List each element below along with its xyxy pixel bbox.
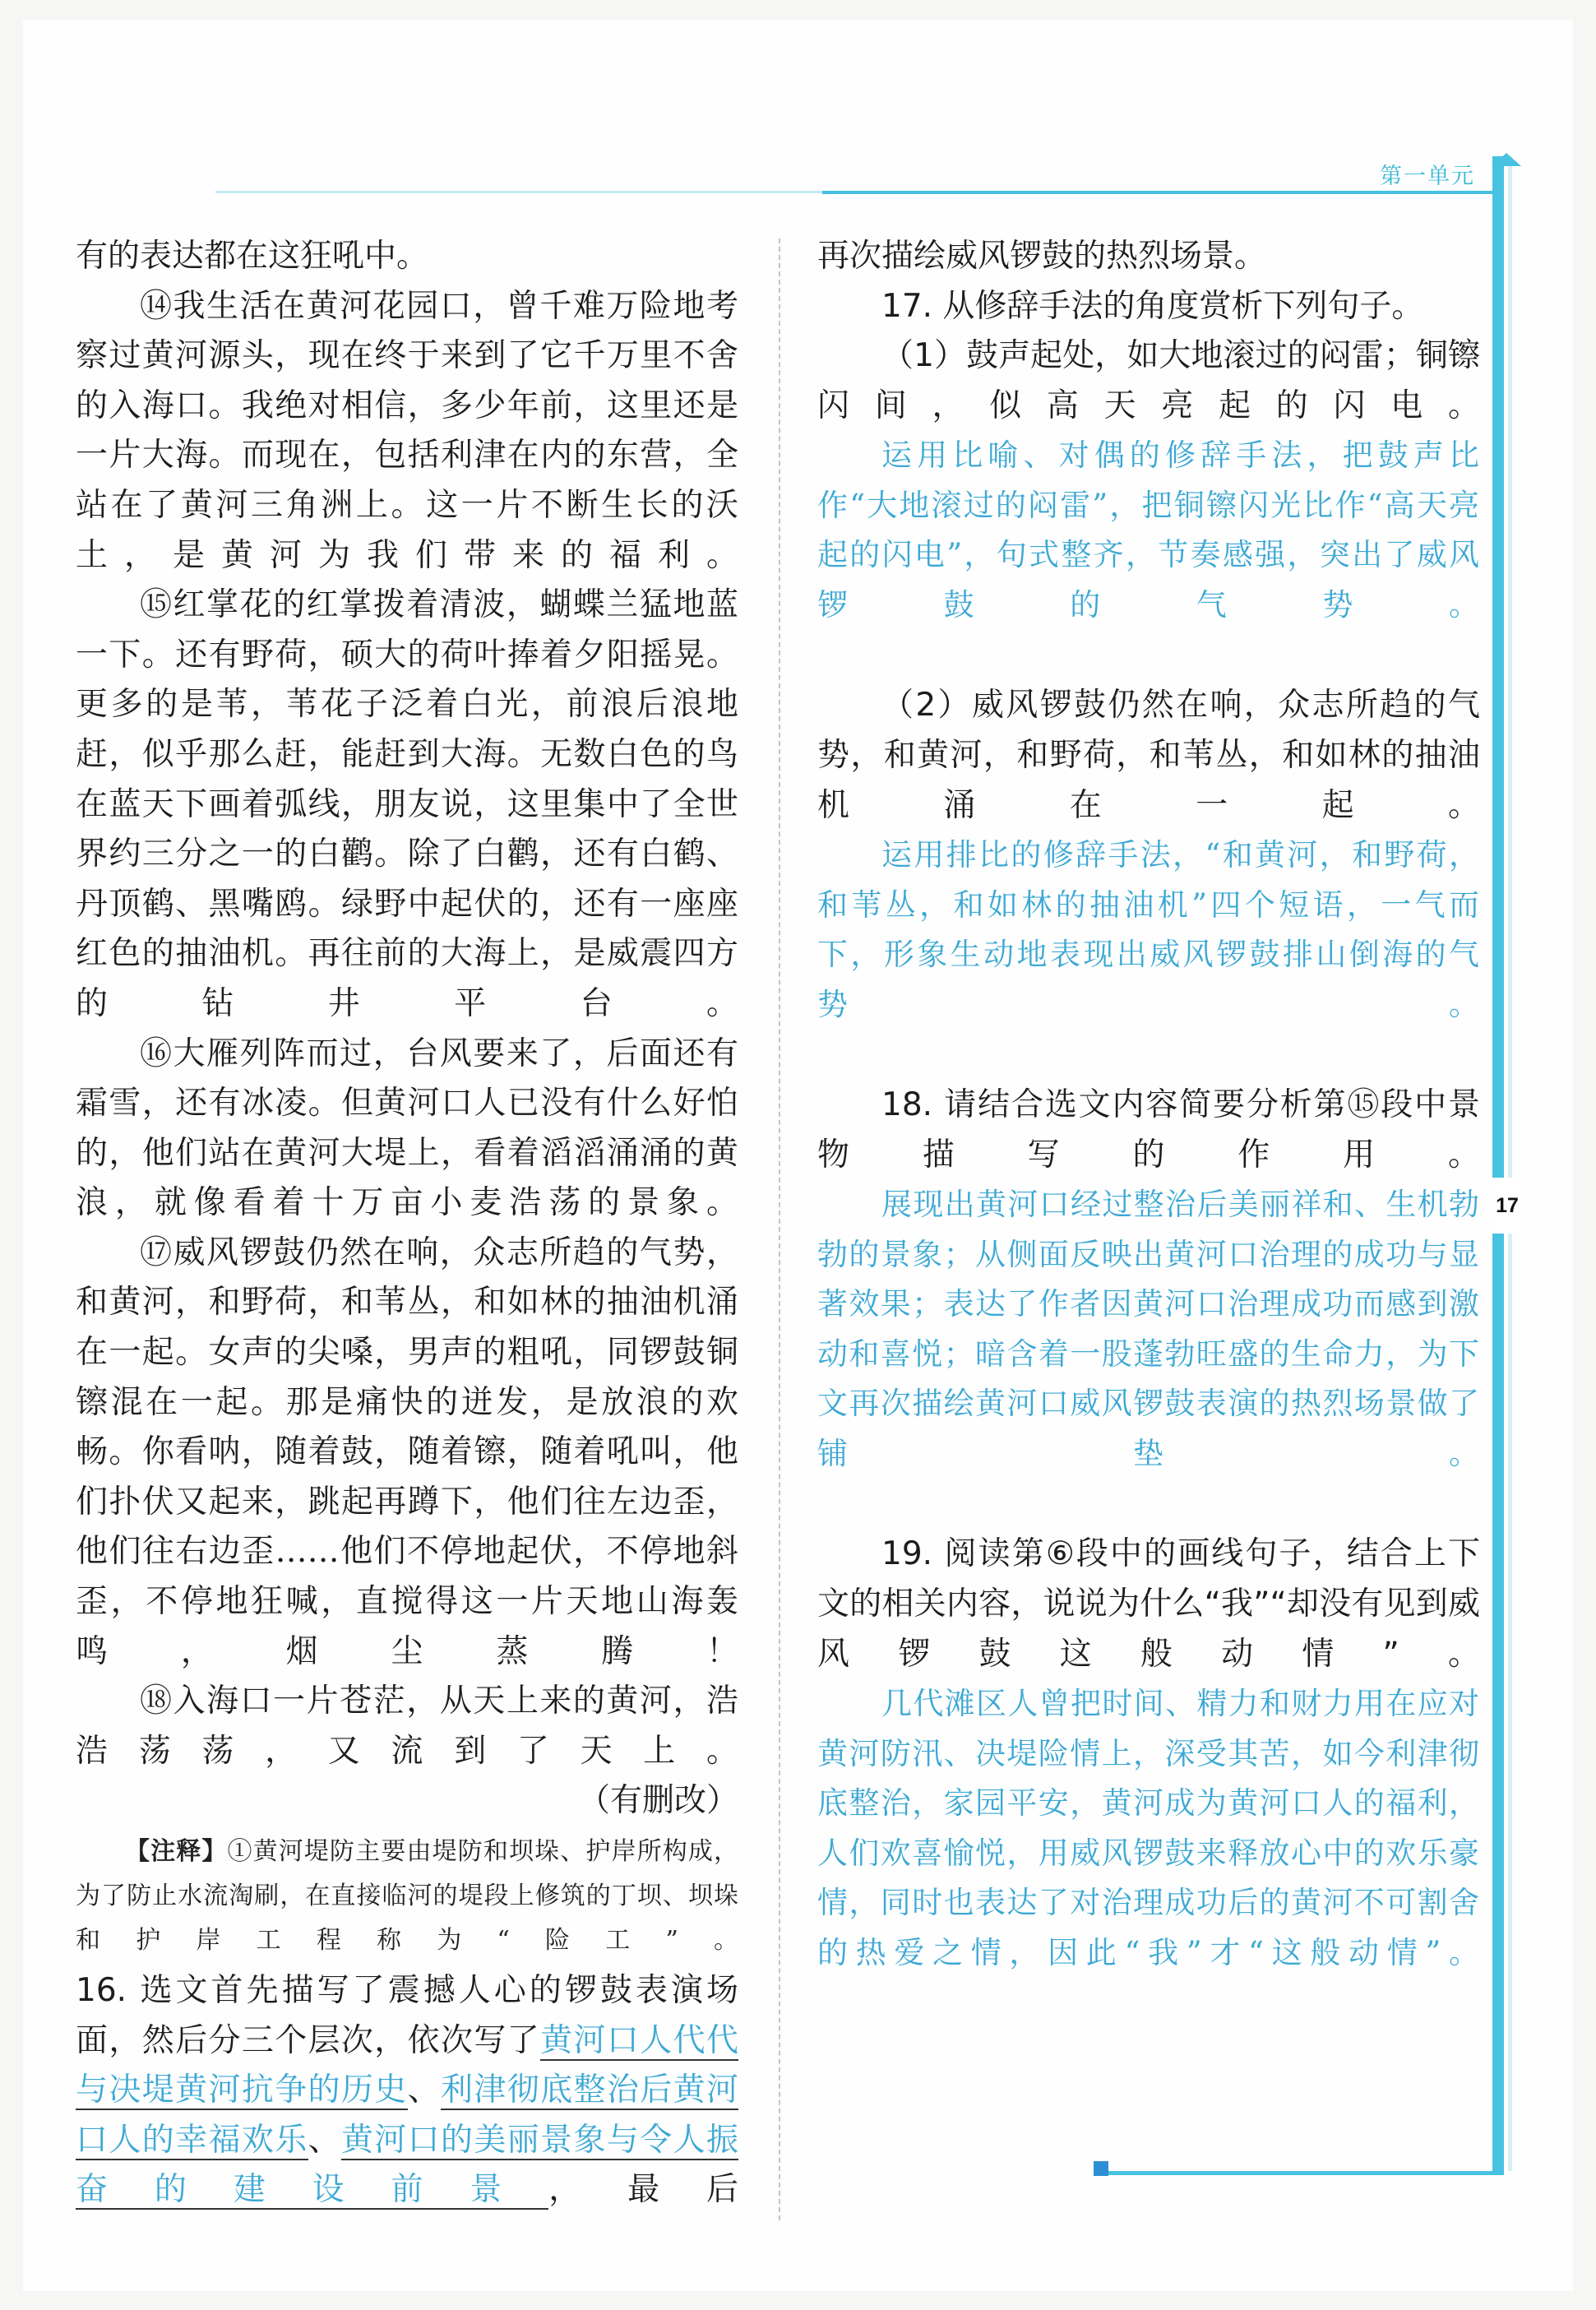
question-16 xyxy=(76,1966,738,2215)
column-divider xyxy=(779,238,780,2220)
paragraph-15: ⑮红掌花的红掌拨着清波，蝴蝶兰猛地蓝一下。还有野荷，硕大的荷叶捧着夕阳摇晃。更多的是苇，苇花子泛着白光，前浪后浪地赶，似乎那么赶，能赶到大海。无数白色的鸟在蓝天下画着弧线，朋友说，这里集中了全世界约三分之一的白鹳。除了白鹳，还有白鹤、丹顶鹤、黑嘴鸥。绿野中起伏的，还有一座座红色的抽油机。再往前的大海上，是威震四方的钻井平台。 xyxy=(76,586,738,1022)
question-16-continued: 再次描绘威风锣鼓的热烈场景。 xyxy=(817,238,1267,275)
paragraph-14: ⑭我生活在黄河花园口，曾千难万险地考察过黄河源头，现在终于来到了它千万里不舍的入海口。我绝对相信，多少年前，这里还是一片大海。而现在，包括利津在内的东营，全站在了黄河三角洲上。这一片不断生长的沃土，是黄河为我们带来的福利。 xyxy=(76,287,738,574)
separator-2: 、 xyxy=(308,2121,341,2159)
paragraph-16: ⑯大雁列阵而过，台风要来了，后面还有霜雪，还有冰凌。但黄河口人已没有什么好怕的，他们站在黄河大堤上，看着滔滔涌涌的黄浪，就像看着十万亩小麦浩荡的景象。 xyxy=(76,1035,738,1222)
question-17: 17. 从修辞手法的角度赏析下列句子。 xyxy=(881,287,1424,325)
side-bar-lower xyxy=(1492,1234,1504,2171)
left-column xyxy=(76,232,738,2215)
source-note: （有删改） xyxy=(577,1782,738,1820)
question-17-1: （1）鼓声起处，如大地滚过的闷雷；铜镲闪间，似高天亮起的闪电。 xyxy=(817,337,1480,424)
answer-blank-3: 黄河口的美丽景象与令人振奋的建设前景 xyxy=(76,2121,738,2209)
footer-rule xyxy=(1102,2171,1504,2175)
paragraph-17: ⑰威风锣鼓仍然在响，众志所趋的气势，和黄河，和野荷，和苇丛，和如林的抽油机涌在一起。女声的尖嗓，男声的粗吼，同锣鼓铜镲混在一起。那是痛快的迸发，是放浪的欢畅。你看呐，随着鼓，随着镲，随着吼叫，他们扑伏又起来，跳起再蹲下，他们往左边歪，他们往右边歪……他们不停地起伏，不停地斜歪，不停地狂喊，直搅得这一片天地山海轰鸣，烟尘蒸腾！ xyxy=(76,1234,738,1670)
question-19: 19. 阅读第⑥段中的画线句子，结合上下文的相关内容，说说为什么“我”“却没有见到威风锣鼓这般动情”。 xyxy=(817,1535,1480,1673)
question-17-2: （2）威风锣鼓仍然在响，众志所趋的气势，和黄河，和野荷，和苇丛，和如林的抽油机涌在一起。 xyxy=(817,687,1480,824)
separator-1: 、 xyxy=(407,2072,442,2109)
side-bar-edge xyxy=(1508,156,1512,2171)
question-16-tail: ，最后 xyxy=(548,2171,738,2209)
answer-blank-2: 利津彻底整治后黄河口人的幸福欢乐 xyxy=(76,2072,738,2159)
paragraph-13-end: 有的表达都在这狂吼中。 xyxy=(76,238,429,275)
page-number: 17 xyxy=(1490,1178,1524,1234)
answer-19: 几代滩区人曾把时间、精力和财力用在应对黄河防汛、决堤险情上，深受其苦，如今利津彻底整治，家园平安，黄河成为黄河口人的福利，人们欢喜愉悦，用威风锣鼓来释放心中的欢乐豪情，同时也表达了对治理成功后的黄河不可割舍的热爱之情，因此“我”才“这般动情”。 xyxy=(817,1686,1480,1970)
right-column xyxy=(817,232,1480,1978)
question-16-text: 16. 选文首先描写了震撼人心的锣鼓表演场面，然后分三个层次，依次写了 xyxy=(76,1972,738,2059)
header-rule-accent xyxy=(822,191,1494,194)
answer-17-1: 运用比喻、对偶的修辞手法，把鼓声比作“大地滚过的闷雷”，把铜镲闪光比作“高天亮起的闪电”，句式整齐，节奏感强，突出了威风锣鼓的气势。 xyxy=(817,437,1480,623)
unit-label: 第一单元 xyxy=(1380,164,1475,189)
answer-17-2: 运用排比的修辞手法，“和黄河，和野荷，和苇丛，和如林的抽油机”四个短语，一气而下，形象生动地表现出威风锣鼓排山倒海的气势。 xyxy=(817,837,1480,1022)
question-18: 18. 请结合选文内容简要分析第⑮段中景物描写的作用。 xyxy=(817,1086,1480,1174)
annotation-body: ①黄河堤防主要由堤防和坝垛、护岸所构成，为了防止水流淘刷，在直接临河的堤段上修筑的丁坝、坝垛和护岸工程称为“险工”。 xyxy=(76,1837,739,1955)
annotation-heading: 【注释】 xyxy=(125,1837,228,1866)
paragraph-18: ⑱入海口一片苍茫，从天上来的黄河，浩浩荡荡，又流到了天上。 xyxy=(76,1683,738,1770)
footer-square xyxy=(1094,2161,1108,2176)
answer-18: 展现出黄河口经过整治后美丽祥和、生机勃勃的景象；从侧面反映出黄河口治理的成功与显著效果；表达了作者因黄河口治理成功而感到激动和喜悦；暗含着一股蓬勃旺盛的生命力，为下文再次描绘黄河口威风锣鼓表演的热烈场景做了铺垫。 xyxy=(817,1187,1480,1471)
annotation xyxy=(76,1830,738,1963)
answer-blank-1: 黄河口人代代与决堤黄河抗争的历史 xyxy=(76,2021,738,2109)
side-bar-upper xyxy=(1492,156,1504,1180)
